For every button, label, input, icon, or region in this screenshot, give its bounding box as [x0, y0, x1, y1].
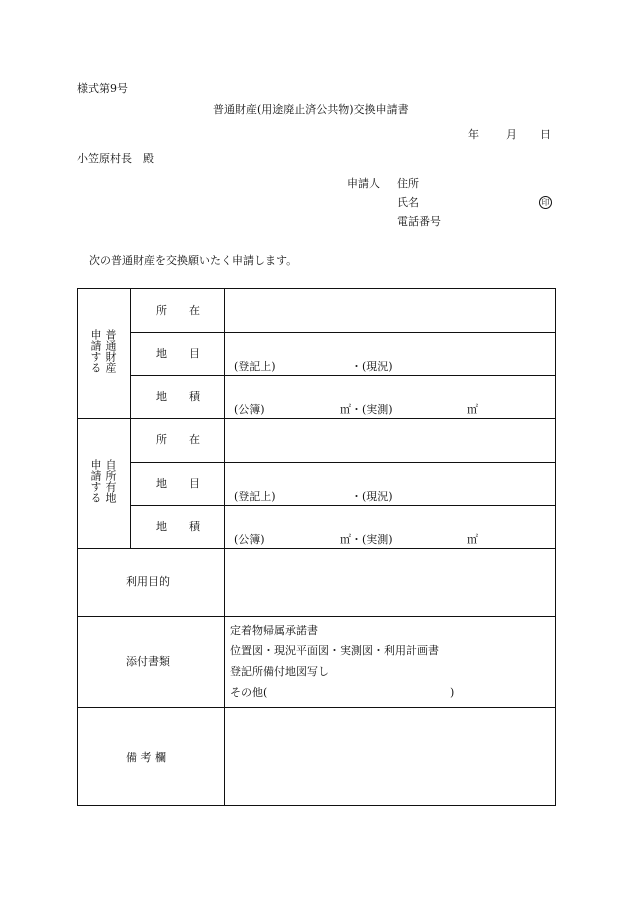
application-table — [77, 288, 556, 806]
section-divider — [78, 418, 556, 419]
section-divider — [78, 707, 556, 708]
date-day-label: 日 — [540, 128, 551, 141]
section2-label-col2: 申請する — [89, 459, 102, 503]
phone-label: 電話番号 — [397, 215, 441, 228]
column-divider — [130, 289, 131, 548]
section2-category-current: ・(現況) — [351, 490, 393, 503]
section1-area-label: 地 積 — [156, 390, 200, 403]
section2-category-registered: (登記上) — [234, 490, 276, 503]
section2-label-col1: 自所有地 — [104, 459, 117, 503]
address-label: 住所 — [397, 177, 419, 190]
section1-label-col1: 普通財産 — [104, 329, 117, 373]
attachment-other-prefix: その他( — [230, 686, 268, 699]
form-number: 様式第9号 — [77, 82, 128, 95]
attachment-item: 登記所備付地図写し — [230, 665, 329, 678]
section1-category-current: ・(現況) — [351, 360, 393, 373]
section-divider — [78, 616, 556, 617]
attachment-item: 定着物帰属承諾書 — [230, 624, 318, 637]
attachments-label: 添付書類 — [126, 655, 170, 668]
section1-location-label: 所 在 — [156, 304, 200, 317]
section1-category-registered: (登記上) — [234, 360, 276, 373]
row-divider — [130, 375, 556, 376]
intro-text: 次の普通財産を交換願いたく申請します。 — [89, 254, 298, 267]
section2-area-unit2: ㎡ — [467, 533, 478, 546]
seal-mark: 印 — [539, 196, 552, 209]
section2-area-registry: (公簿) — [234, 533, 265, 546]
column-divider — [224, 289, 225, 806]
section1-area-unit2: ㎡ — [467, 403, 478, 416]
section2-area-unit1: ㎡・(実測) — [340, 533, 393, 546]
applicant-label: 申請人 — [347, 177, 380, 190]
recipient: 小笠原村長 殿 — [77, 152, 154, 165]
remarks-label: 備 考 欄 — [126, 751, 166, 764]
attachment-item: 位置図・現況平面図・実測図・利用計画書 — [230, 644, 439, 657]
row-divider — [130, 332, 556, 333]
section1-category-label: 地 目 — [156, 347, 200, 360]
row-divider — [130, 462, 556, 463]
section1-area-registry: (公簿) — [234, 403, 265, 416]
purpose-label: 利用目的 — [126, 575, 170, 588]
name-label: 氏名 — [397, 196, 419, 209]
row-divider — [130, 505, 556, 506]
attachment-other-suffix: ) — [450, 686, 455, 699]
section2-area-label: 地 積 — [156, 520, 200, 533]
section2-location-label: 所 在 — [156, 433, 200, 446]
date-year-label: 年 — [468, 128, 479, 141]
form-title: 普通財産(用途廃止済公共物)交換申請書 — [213, 103, 409, 116]
section2-category-label: 地 目 — [156, 477, 200, 490]
section-divider — [78, 548, 556, 549]
section1-label-col2: 申請する — [89, 329, 102, 373]
date-month-label: 月 — [506, 128, 517, 141]
section1-area-unit1: ㎡・(実測) — [340, 403, 393, 416]
